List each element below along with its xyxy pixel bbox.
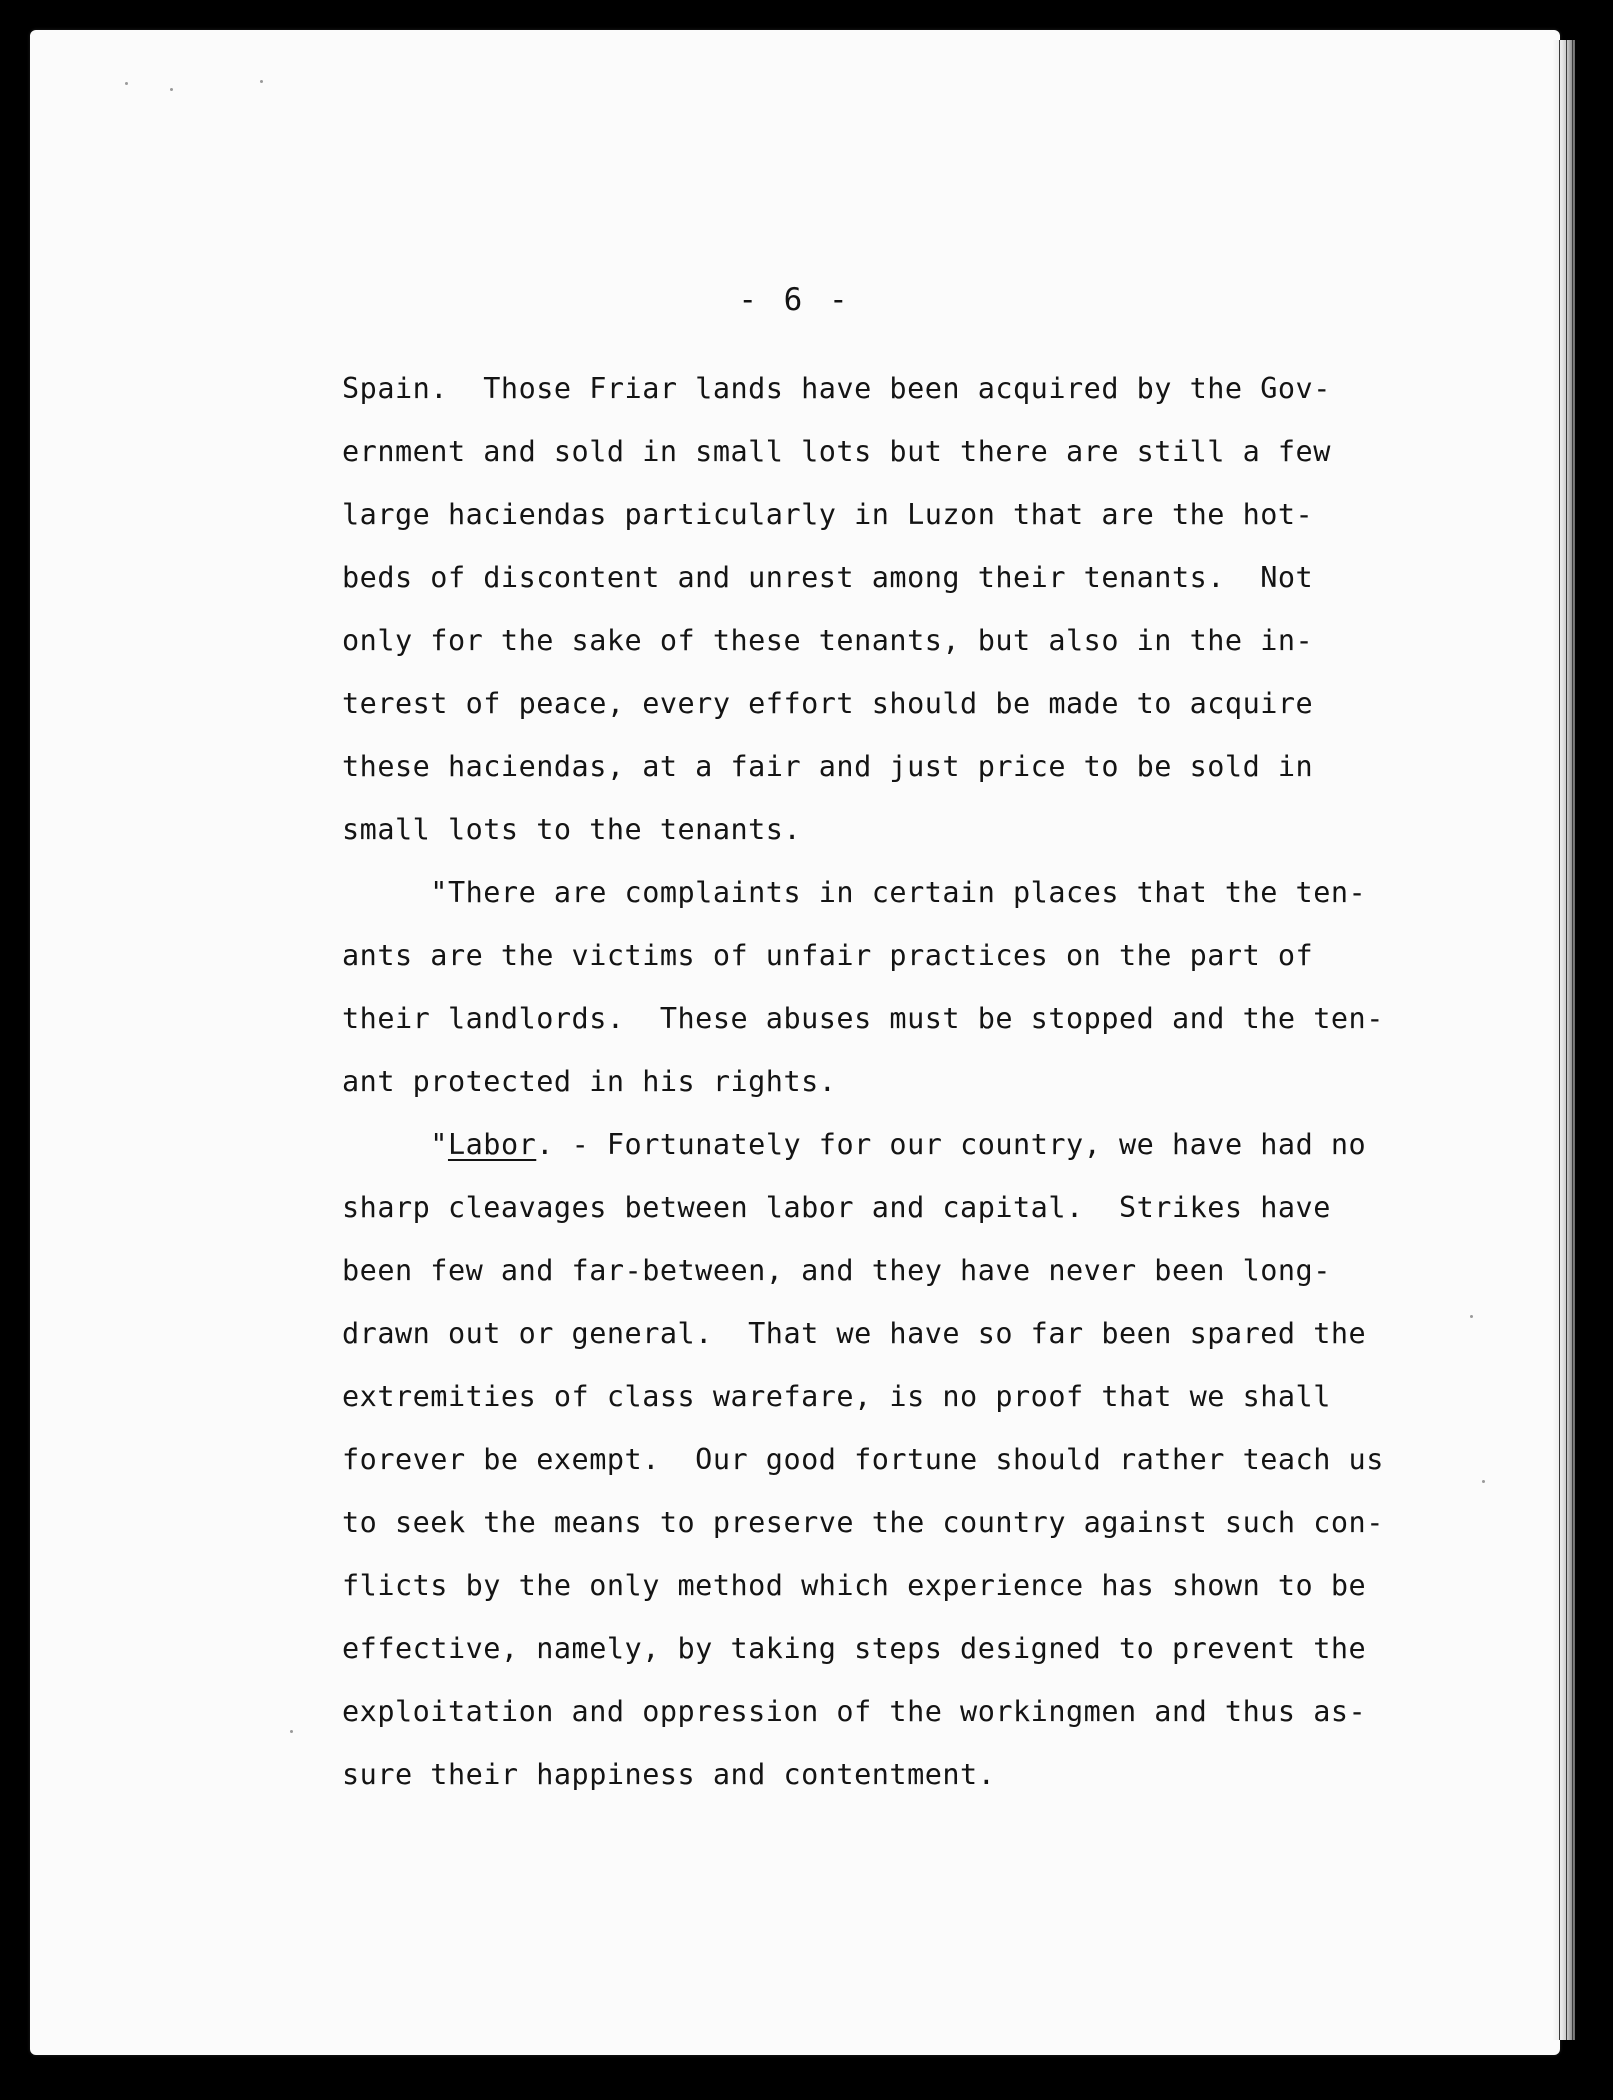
text-line: beds of discontent and unrest among their tenants. Not <box>342 561 1314 594</box>
text-line: flicts by the only method which experience has shown to be <box>342 1569 1367 1602</box>
text-line: only for the sake of these tenants, but also in the in- <box>342 624 1314 657</box>
paper-speck <box>125 82 128 85</box>
labor-heading: Labor <box>447 1128 537 1161</box>
text-line: ants are the victims of unfair practices on the part of <box>342 939 1314 972</box>
text-line: exploitation and oppression of the workingmen and thus as- <box>342 1695 1367 1728</box>
edge-line <box>1559 40 1560 2040</box>
text-line: their landlords. These abuses must be stopped and the ten- <box>342 1002 1384 1035</box>
paper-speck <box>1482 1480 1485 1483</box>
edge-line <box>1572 40 1573 2040</box>
paper-speck <box>290 1730 293 1733</box>
text-line: drawn out or general. That we have so far been spared the <box>342 1317 1367 1350</box>
text-line: extremities of class warefare, is no proof that we shall <box>342 1380 1331 1413</box>
text-line: small lots to the tenants. <box>342 813 802 846</box>
document-page <box>30 30 1560 2055</box>
paper-speck <box>170 88 173 91</box>
text-line: sharp cleavages between labor and capital. Strikes have <box>342 1191 1331 1224</box>
text-line: forever be exempt. Our good fortune should rather teach us <box>342 1443 1384 1476</box>
labor-quote: " <box>430 1128 448 1161</box>
text-line: Spain. Those Friar lands have been acquired by the Gov- <box>342 372 1331 405</box>
text-line: been few and far-between, and they have never been long- <box>342 1254 1331 1287</box>
text-line: these haciendas, at a fair and just price to be sold in <box>342 750 1314 783</box>
text-line: ernment and sold in small lots but there are still a few <box>342 435 1331 468</box>
text-line: ant protected in his rights. <box>342 1065 837 1098</box>
text-line: large haciendas particularly in Luzon that are the hot- <box>342 498 1314 531</box>
labor-heading-line <box>342 1128 1384 1191</box>
page-number: - 6 - <box>738 282 852 318</box>
labor-indent <box>342 1128 430 1161</box>
text-line: effective, namely, by taking steps designed to prevent the <box>342 1632 1367 1665</box>
text-line: terest of peace, every effort should be made to acquire <box>342 687 1314 720</box>
text-line: "There are complaints in certain places that the ten- <box>342 876 1367 909</box>
paper-speck <box>1470 1315 1473 1318</box>
labor-line-rest: . - Fortunately for our country, we have had no <box>536 1128 1367 1161</box>
edge-line <box>1566 40 1567 2040</box>
body-text <box>342 372 1384 1821</box>
text-line: to seek the means to preserve the country against such con- <box>342 1506 1384 1539</box>
page-stack-edge <box>1553 40 1575 2040</box>
paper-speck <box>260 80 263 83</box>
text-line: sure their happiness and contentment. <box>342 1758 996 1791</box>
